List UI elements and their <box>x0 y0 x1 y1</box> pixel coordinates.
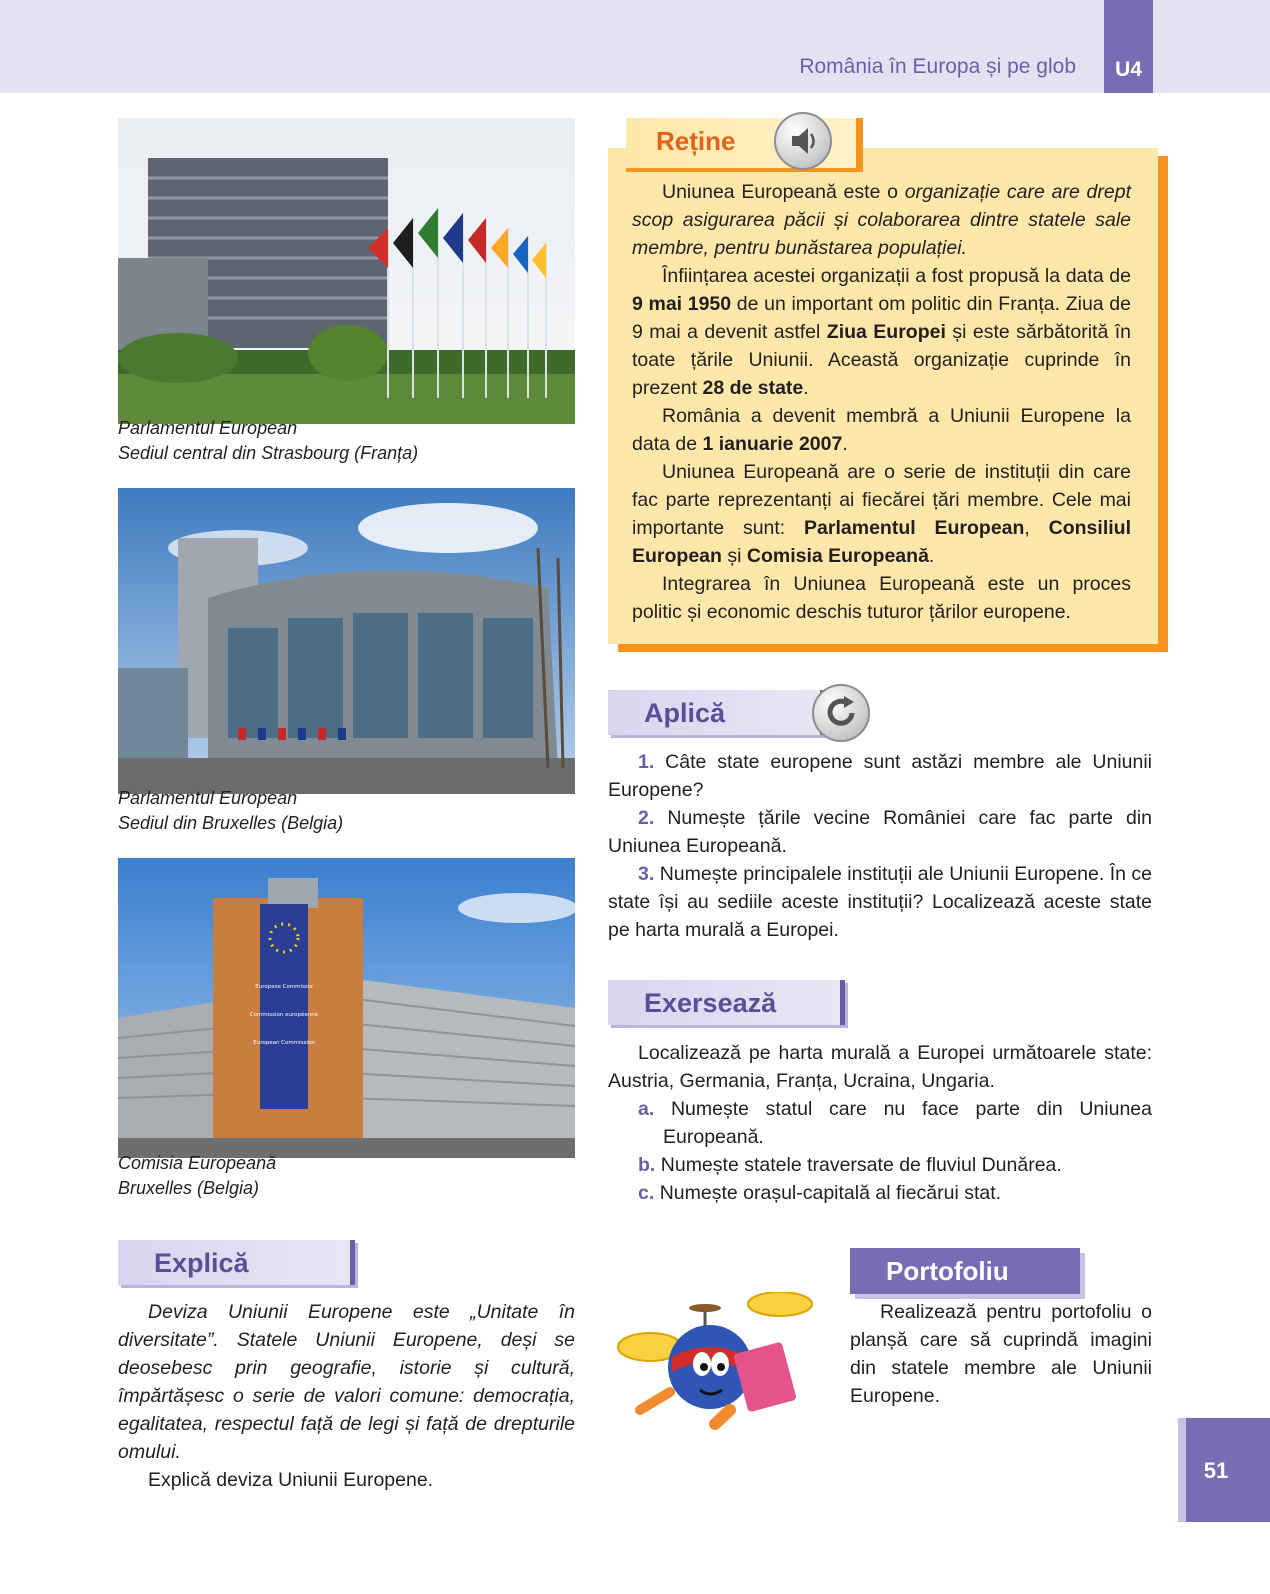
unit-label: U4 <box>1115 58 1142 81</box>
text: și este sărbătorită în toate țările Uniunii. Această organizație cuprinde în prezent <box>632 321 1131 399</box>
exerseaza-content <box>608 1039 1152 1207</box>
explica-task: Explică deviza Uniunii Europene. <box>148 1469 434 1491</box>
text: organizație care are drept scop asigurarea păcii și colaborarea dintre statele sale membre, pentru bunăstarea populației. <box>632 181 1131 259</box>
retine-paragraph <box>632 402 1131 458</box>
aplica-list <box>608 748 1152 944</box>
photo-caption <box>118 786 343 836</box>
explica-label: Explică <box>154 1248 249 1278</box>
list-item <box>608 804 1152 860</box>
portofoliu-label: Portofoliu <box>886 1256 1009 1286</box>
text: de un important om politic din Franța. Ziua de 9 mai a devenit astfel <box>632 293 1131 343</box>
item-text: Câte state europene sunt astăzi membre ale Uniunii Europene? <box>608 751 1153 801</box>
item-text: Numește statele traversate de fluviul Dunărea. <box>660 1154 1062 1176</box>
page-number-box <box>1186 1418 1270 1522</box>
item-number: 1. <box>638 751 655 773</box>
banner-text: Commission européenne <box>249 1012 319 1018</box>
list-item <box>608 748 1152 804</box>
retine-paragraph <box>632 458 1131 570</box>
list-item <box>608 1151 1152 1179</box>
item-number: 3. <box>638 863 655 885</box>
header-band <box>0 0 1270 93</box>
text: România a devenit membră a Uniunii Europene la data de <box>632 405 1131 455</box>
caption-line: Sediul central din Strasbourg (Franța) <box>118 443 419 463</box>
caption-line: Comisia Europeană <box>118 1153 277 1173</box>
exerseaza-label: Exersează <box>644 988 777 1018</box>
text: , <box>1024 517 1049 539</box>
item-number: 2. <box>638 807 655 829</box>
caption-line: Sediul din Bruxelles (Belgia) <box>118 813 344 833</box>
exerseaza-intro: Localizează pe harta murală a Europei următoarele state: Austria, Germania, Franța, Ucraina, Ungaria. <box>608 1042 1152 1092</box>
text: Înființarea acestei organizații a fost propusă la data de <box>662 265 1131 287</box>
item-letter: b. <box>638 1154 656 1176</box>
highlight: Consiliul European <box>632 517 1131 567</box>
text: Uniunea Europeană este o <box>662 181 905 203</box>
item-text: Numește statul care nu face parte din Uniunea Europeană. <box>663 1098 1152 1148</box>
photo-parliament-strasbourg <box>118 118 575 424</box>
highlight: Comisia Europeană <box>746 545 929 567</box>
highlight: Parlamentul European <box>804 517 1025 539</box>
portofoliu-paragraph: Realizează pentru portofoliu o planșă care să cuprindă imagini din statele membre ale Uniunii Europene. <box>850 1301 1152 1407</box>
page-number: 51 <box>1203 1458 1229 1483</box>
list-item <box>608 1095 1152 1151</box>
retine-label: Reține <box>656 126 736 156</box>
item-text: Numește principalele instituții ale Uniunii Europene. În ce state își au sediile aceste instituții? Localizează aceste state pe harta murală a Europei. <box>608 863 1152 941</box>
banner-text: Europese Commissie <box>255 984 313 990</box>
retine-paragraph: Integrarea în Uniunea Europeană este un proces politic și economic deschis tuturor țărilor europene. <box>632 573 1131 623</box>
exerseaza-label-box <box>608 980 845 1025</box>
text: . <box>803 377 809 399</box>
retine-paragraph <box>632 178 1131 262</box>
list-item <box>608 1179 1152 1207</box>
speaker-icon[interactable] <box>774 112 832 170</box>
text: . <box>842 433 848 455</box>
highlight: 28 de state <box>702 377 804 399</box>
text: . <box>928 545 935 567</box>
banner-text: European Commission <box>253 1040 315 1046</box>
item-text: Numește orașul-capitală al fiecărui stat. <box>659 1182 1002 1204</box>
item-letter: c. <box>638 1182 655 1204</box>
photo-caption <box>118 1151 276 1201</box>
text: și <box>721 545 747 567</box>
unit-tab <box>1104 0 1153 93</box>
list-item <box>608 860 1152 944</box>
refresh-icon[interactable] <box>812 684 870 742</box>
caption-line: Parlamentul European <box>118 418 298 438</box>
retine-text <box>632 178 1131 626</box>
aplica-label-box <box>608 690 825 735</box>
explica-content <box>118 1298 575 1494</box>
photo-parliament-brussels <box>118 488 575 794</box>
portofoliu-text <box>850 1298 1152 1410</box>
caption-line: Bruxelles (Belgia) <box>118 1178 260 1198</box>
text: Uniunea Europeană are o serie de instituții din care fac parte reprezentanți ai fiecărei țări membre. Cele mai importante sunt: <box>632 461 1131 539</box>
photo-european-commission <box>118 858 575 1158</box>
photo-caption <box>118 416 418 466</box>
highlight: Ziua Europei <box>826 321 946 343</box>
aplica-label: Aplică <box>644 698 726 728</box>
retine-paragraph <box>632 262 1131 402</box>
portofoliu-label-box <box>850 1248 1080 1294</box>
item-letter: a. <box>638 1098 655 1120</box>
explica-text: Deviza Uniunii Europene este „Unitate în diversitate”. Statele Uniunii Europene, deși se deosebesc prin geografie, istorie și cultură, împărtășesc o serie de valori comune: democrația, egalitatea, respectul față de legi și față de drepturile omului. <box>118 1301 575 1463</box>
item-text: Numește țările vecine României care fac parte din Uniunea Europeană. <box>608 807 1153 857</box>
date-highlight: 1 ianuarie 2007 <box>702 433 843 455</box>
explica-label-box <box>118 1240 355 1285</box>
chapter-title: România în Europa și pe glob <box>799 55 1076 78</box>
date-highlight: 9 mai 1950 <box>632 293 732 315</box>
caption-line: Parlamentul European <box>118 788 298 808</box>
mascot-illustration <box>610 1292 820 1432</box>
